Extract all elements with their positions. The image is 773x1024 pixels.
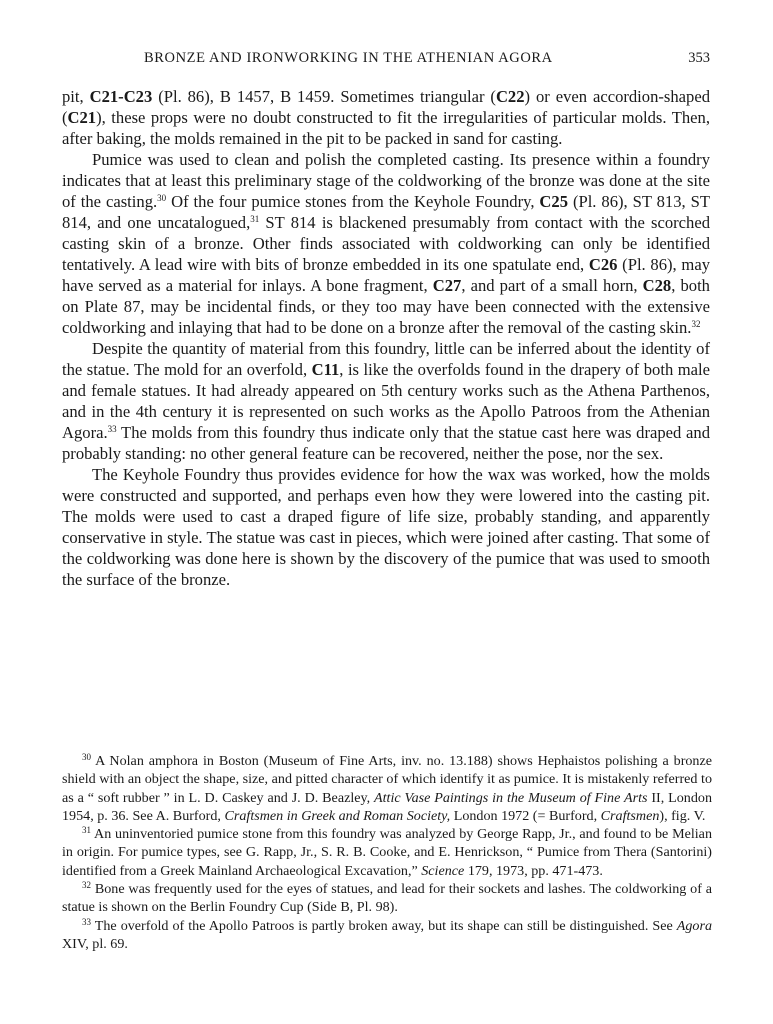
text-run: (Pl. 86), may have served as a material for inlays. A bone fragment, bbox=[62, 255, 710, 295]
footnote bbox=[62, 880, 712, 917]
footnote-ref: 33 bbox=[107, 424, 117, 434]
text-run: , is like the overfolds found in the drapery of both male and female statues. It had already appeared on 5th century works such as the Athena Parthenos, and in the 4th century it is represented on such works as the Apollo Patroos from the Athenian Agora. bbox=[62, 360, 710, 442]
text-run: (Pl. 86), B 1457, B 1459. Sometimes triangular ( bbox=[152, 87, 496, 106]
catalogue-ref: C27 bbox=[432, 276, 462, 295]
text-run: ), these props were no doubt constructed to fit the irregularities of particular molds. Then, after baking, the molds remained in the pit to be packed in sand for casting. bbox=[62, 108, 710, 148]
text-run: Despite the quantity of material from this foundry, little can be inferred about the identity of the statue. The mold for an overfold, bbox=[62, 339, 710, 379]
text-run: ), fig. V. bbox=[659, 807, 706, 824]
footnote-number: 33 bbox=[82, 916, 91, 927]
italic-title: Science bbox=[421, 862, 465, 879]
catalogue-ref: C21 bbox=[67, 108, 97, 127]
catalogue-ref: C28 bbox=[642, 276, 672, 295]
text-run: ) or even accordion-shaped ( bbox=[62, 87, 710, 127]
footnote bbox=[62, 825, 712, 880]
catalogue-ref: C21-C23 bbox=[89, 87, 153, 106]
italic-title: Agora bbox=[676, 917, 712, 934]
text-run: II, London 1954, p. 36. See A. Burford, bbox=[62, 789, 712, 824]
text-run: An uninventoried pumice stone from this foundry was analyzed by George Rapp, Jr., and found to be Melian in origin. For pumice types, see G. Rapp, Jr., S. R. B. Cooke, and E. Henrickson, “ Pumice from Thera (Santorini) identified from a Greek Mainland Archaeological Excavation,” bbox=[62, 826, 712, 879]
body-paragraph bbox=[62, 86, 710, 149]
text-run: A Nolan amphora in Boston (Museum of Fine Arts, inv. no. 13.188) shows Hephaistos polishing a bronze shield with an object the shape, size, and pitted character of which identify it as pumice. It is mistakenly referred to as a “ soft rubber ” in L. D. Caskey and J. D. Beazley, bbox=[62, 753, 712, 806]
text-run: The overfold of the Apollo Patroos is partly broken away, but its shape can still be distinguished. See bbox=[91, 917, 677, 934]
text-run: , and part of a small horn, bbox=[461, 276, 643, 295]
catalogue-ref: C25 bbox=[539, 192, 568, 211]
body-paragraph bbox=[62, 149, 710, 338]
text-run: (Pl. 86), ST 813, ST 814, and one uncatalogued, bbox=[62, 192, 710, 232]
footnote-number: 31 bbox=[82, 825, 91, 836]
footnote bbox=[62, 917, 712, 954]
footnote-number: 32 bbox=[82, 880, 91, 891]
footnote-ref: 32 bbox=[691, 319, 701, 329]
text-run: Pumice was used to clean and polish the completed casting. Its presence within a foundry indicates that at least this preliminary stage of the coldworking of the bronze was done at the site of the casting. bbox=[62, 150, 710, 211]
text-run: 179, 1973, pp. 471-473. bbox=[464, 862, 603, 879]
footnote bbox=[62, 752, 712, 825]
text-run: London 1972 (= Burford, bbox=[450, 807, 601, 824]
text-run: The Keyhole Foundry thus provides evidence for how the wax was worked, how the molds were constructed and supported, and perhaps even how they were lowered into the casting pit. The molds were used to cast a draped figure of life size, probably standing, and apparently conservative in style. The statue was cast in pieces, which were joined after casting. That some of the coldworking was done here is shown by the discovery of the pumice that was used to smooth the surface of the bronze. bbox=[62, 465, 710, 589]
running-header bbox=[62, 50, 710, 72]
catalogue-ref: C26 bbox=[588, 255, 618, 274]
main-text bbox=[62, 86, 710, 590]
text-run: ST 814 is blackened presumably from contact with the scorched casting skin of a bronze. Other finds associated with coldworking can only be identified tentatively. A lead wire with bits of bronze embedded in its one spatulate end, bbox=[62, 213, 710, 274]
text-run: XIV, pl. 69. bbox=[62, 935, 128, 952]
text-run: pit, bbox=[62, 87, 90, 106]
italic-title: Attic Vase Paintings in the Museum of Fine Arts bbox=[374, 789, 648, 806]
text-run: Bone was frequently used for the eyes of statues, and lead for their sockets and lashes. The coldworking of a statue is shown on the Berlin Foundry Cup (Side B, Pl. 98). bbox=[62, 881, 712, 916]
body-paragraph bbox=[62, 464, 710, 590]
catalogue-ref: C11 bbox=[311, 360, 340, 379]
text-run: Of the four pumice stones from the Keyhole Foundry, bbox=[166, 192, 540, 211]
text-run: , both on Plate 87, may be incidental finds, or they too may have been connected with the extensive coldworking and inlaying that had to be done on a bronze after the removal of the casting skin. bbox=[62, 276, 710, 337]
footnotes bbox=[62, 752, 712, 953]
running-title: BRONZE AND IRONWORKING IN THE ATHENIAN AGORA bbox=[144, 50, 553, 66]
catalogue-ref: C22 bbox=[495, 87, 525, 106]
italic-title: Craftsmen bbox=[600, 807, 660, 824]
footnote-ref: 30 bbox=[157, 193, 167, 203]
page-number: 353 bbox=[688, 50, 710, 66]
footnote-number: 30 bbox=[82, 752, 91, 762]
footnote-ref: 31 bbox=[250, 214, 260, 224]
body-paragraph bbox=[62, 338, 710, 464]
text-run: The molds from this foundry thus indicate only that the statue cast here was draped and probably standing: no other general feature can be recovered, neither the pose, nor the sex. bbox=[62, 423, 710, 463]
italic-title: Craftsmen in Greek and Roman Society, bbox=[224, 807, 451, 824]
